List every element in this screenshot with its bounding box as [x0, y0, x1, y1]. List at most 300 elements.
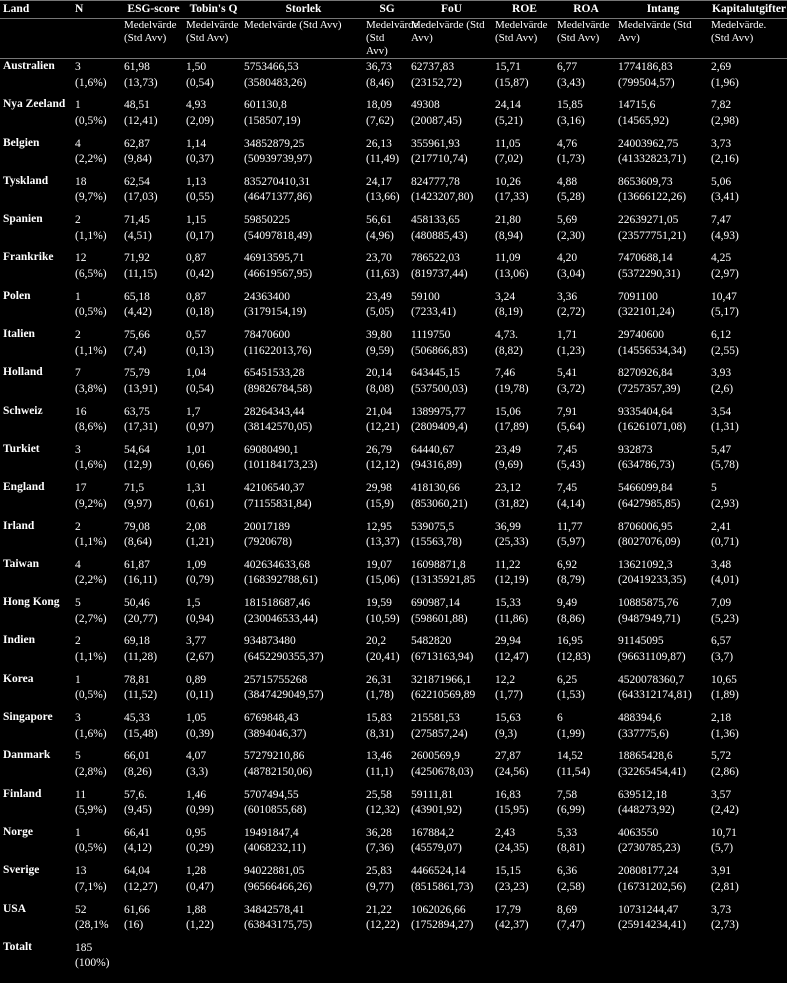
cell-std: (12,9) — [124, 459, 152, 472]
table-row — [0, 710, 787, 748]
cell-std: (0,11) — [186, 689, 214, 702]
data-cell — [121, 519, 183, 557]
cell-mean: 5707494,55 — [244, 788, 299, 801]
cell-std: (15,06) — [366, 574, 400, 587]
cell-std: (14556534,34) — [618, 344, 687, 357]
data-cell — [121, 97, 183, 135]
data-cell — [492, 97, 554, 135]
data-cell — [241, 442, 363, 480]
data-cell — [492, 59, 554, 98]
cell-mean: 36,73 — [366, 61, 392, 73]
cell-mean: 50,46 — [124, 597, 150, 610]
cell-mean: 7,45 — [557, 482, 578, 495]
cell-std: (1,21) — [186, 536, 214, 549]
cell-std: (6,99) — [557, 804, 585, 817]
country-cell: Frankrike — [3, 251, 54, 264]
cell-std: (3580483,26) — [244, 76, 307, 89]
data-cell — [408, 825, 492, 863]
data-cell — [121, 748, 183, 786]
data-cell — [241, 557, 363, 595]
cell-mean: 14,52 — [557, 750, 583, 763]
cell-mean: 1,50 — [186, 61, 207, 73]
data-cell — [241, 748, 363, 786]
cell-mean: 75,66 — [124, 329, 150, 342]
cell-std: (10,59) — [366, 612, 400, 625]
cell-std: (96631109,87) — [618, 650, 686, 663]
cell-std: (11,28) — [124, 650, 158, 663]
cell-mean: 1,7 — [186, 405, 201, 418]
cell-std: (5,7) — [711, 842, 734, 855]
cell-mean: 539075,5 — [411, 520, 455, 533]
data-cell — [615, 365, 708, 403]
data-cell — [492, 633, 554, 671]
data-cell — [615, 863, 708, 901]
cell-std: (4,51) — [124, 229, 152, 242]
cell-mean: 21,80 — [495, 214, 521, 227]
cell-std: (4,42) — [124, 306, 152, 319]
cell-std: (1,23) — [557, 344, 585, 357]
cell-mean: 66,01 — [124, 750, 150, 763]
cell-std: (9,7%) — [75, 191, 107, 204]
cell-std: (0,5%) — [75, 114, 107, 127]
data-cell — [72, 136, 121, 174]
data-cell — [121, 940, 183, 980]
table-row — [0, 902, 787, 940]
cell-mean: 6769848,43 — [244, 712, 299, 725]
cell-std: (1,99) — [557, 727, 585, 740]
cell-std: (100%) — [75, 957, 110, 970]
column-header-intang: Intang — [615, 1, 708, 19]
cell-std: (25,33) — [495, 536, 529, 549]
cell-mean: 2,43 — [495, 826, 516, 839]
cell-mean: 64,04 — [124, 865, 150, 878]
cell-std: (1423207,80) — [411, 191, 474, 204]
table-row — [0, 136, 787, 174]
data-cell — [554, 557, 615, 595]
cell-mean: 7,58 — [557, 788, 578, 801]
data-cell — [121, 557, 183, 595]
data-cell — [615, 940, 708, 980]
cell-mean: 5466099,84 — [618, 482, 673, 495]
cell-mean: 20017189 — [244, 520, 290, 533]
data-cell — [708, 289, 787, 327]
cell-std: (0,42) — [186, 267, 214, 280]
column-header-roe: ROE — [492, 1, 554, 19]
data-cell — [492, 672, 554, 710]
cell-mean: 36,28 — [366, 826, 392, 839]
subheader: Medelvärde (Std Avv) — [408, 19, 492, 59]
data-cell — [121, 633, 183, 671]
cell-mean: 1,31 — [186, 482, 207, 495]
cell-mean: 10731244,47 — [618, 903, 679, 916]
cell-mean: 4,07 — [186, 750, 207, 763]
data-cell — [554, 825, 615, 863]
cell-mean: 2 — [75, 329, 81, 342]
cell-std: (8,26) — [124, 765, 152, 778]
subheader: Medelvärde. (Std Avv) — [708, 19, 787, 59]
cell-mean: 26,79 — [366, 443, 392, 456]
cell-mean: 3 — [75, 61, 81, 73]
cell-mean: 56,61 — [366, 214, 392, 227]
cell-std: (24,56) — [495, 765, 529, 778]
cell-std: (63843175,75) — [244, 919, 313, 932]
cell-mean: 20,14 — [366, 367, 392, 380]
cell-std: (4068232,11) — [244, 842, 306, 855]
data-cell — [363, 174, 408, 212]
data-cell — [183, 250, 241, 288]
data-cell — [554, 442, 615, 480]
table-row — [0, 633, 787, 671]
cell-mean: 5,33 — [557, 826, 578, 839]
cell-std: (1,31) — [711, 421, 739, 434]
cell-mean: 1774186,83 — [618, 61, 673, 73]
data-cell — [183, 212, 241, 250]
data-cell — [183, 940, 241, 980]
cell-mean: 5 — [75, 597, 81, 610]
cell-mean: 4,73. — [495, 329, 518, 342]
cell-std: (2,6) — [711, 382, 734, 395]
cell-std: (9,69) — [495, 459, 523, 472]
country-cell: Turkiet — [3, 442, 40, 455]
cell-std: (3,04) — [557, 267, 585, 280]
cell-std: (0,55) — [186, 191, 214, 204]
cell-mean: 7,82 — [711, 99, 732, 112]
cell-std: (12,83) — [557, 650, 591, 663]
country-cell: Indien — [3, 634, 35, 647]
cell-std: (1,53) — [557, 689, 585, 702]
cell-std: (2,72) — [557, 306, 585, 319]
cell-mean: 5753466,53 — [244, 61, 299, 73]
table-row — [0, 557, 787, 595]
cell-std: (230046533,44) — [244, 612, 318, 625]
cell-std: (12,12) — [366, 459, 400, 472]
data-cell — [615, 327, 708, 365]
cell-mean: 71,92 — [124, 252, 150, 265]
cell-std: (5,17) — [711, 306, 739, 319]
data-cell — [708, 212, 787, 250]
cell-std: (7,4) — [124, 344, 147, 357]
cell-mean: 601130,8 — [244, 99, 287, 112]
data-cell — [492, 174, 554, 212]
cell-mean: 8706006,95 — [618, 520, 673, 533]
cell-std: (0,5%) — [75, 689, 107, 702]
data-cell — [708, 710, 787, 748]
data-cell — [241, 327, 363, 365]
data-cell — [363, 404, 408, 442]
cell-mean: 8270926,84 — [618, 367, 673, 380]
data-cell — [615, 97, 708, 135]
data-cell — [241, 174, 363, 212]
column-header-esg: ESG-score — [121, 1, 183, 19]
cell-std: (8,79) — [557, 574, 585, 587]
cell-std: (32265454,41) — [618, 765, 687, 778]
cell-std: (8027076,09) — [618, 536, 681, 549]
data-cell — [492, 327, 554, 365]
data-cell — [492, 480, 554, 518]
cell-std: (11,15) — [124, 267, 158, 280]
subheader — [0, 19, 72, 59]
cell-mean: 1,05 — [186, 712, 207, 725]
data-cell — [408, 672, 492, 710]
data-cell — [72, 940, 121, 980]
cell-mean: 3,57 — [711, 788, 732, 801]
cell-std: (0,54) — [186, 382, 214, 395]
data-cell — [615, 442, 708, 480]
cell-mean: 65,18 — [124, 290, 150, 303]
cell-mean: 5 — [711, 482, 717, 495]
country-cell: Spanien — [3, 213, 43, 226]
data-cell — [408, 480, 492, 518]
data-cell — [121, 595, 183, 633]
cell-mean: 19,59 — [366, 597, 392, 610]
cell-std: (0,79) — [186, 574, 214, 587]
country-cell: Tyskland — [3, 174, 49, 187]
cell-std: (17,89) — [495, 421, 529, 434]
cell-mean: 2600569,9 — [411, 750, 460, 763]
cell-mean: 59100 — [411, 290, 440, 303]
data-cell — [554, 97, 615, 135]
data-cell — [408, 863, 492, 901]
cell-std: (8515861,73) — [411, 880, 474, 893]
column-header-storlek: Storlek — [241, 1, 363, 19]
column-header-kapitalutgifter: Kapitalutgifter — [708, 1, 787, 19]
country-cell: Irland — [3, 519, 35, 532]
cell-std: (12,22) — [366, 919, 400, 932]
cell-mean: 0,89 — [186, 673, 207, 686]
cell-std: (598601,88) — [411, 612, 468, 625]
data-cell — [408, 557, 492, 595]
cell-mean: 13,46 — [366, 750, 392, 763]
cell-std: (9,59) — [366, 344, 394, 357]
data-cell — [492, 748, 554, 786]
data-cell — [492, 289, 554, 327]
data-cell — [72, 902, 121, 940]
cell-std: (6,5%) — [75, 267, 107, 280]
subheader: Medelvärde (Std Avv) — [492, 19, 554, 59]
cell-mean: 24363400 — [244, 290, 290, 303]
cell-mean: 4,88 — [557, 175, 578, 188]
cell-mean: 7,45 — [557, 443, 578, 456]
cell-mean: 25,83 — [366, 865, 392, 878]
cell-mean: 4520078360,7 — [618, 673, 685, 686]
cell-mean: 2 — [75, 635, 81, 648]
cell-std: (9,45) — [124, 804, 152, 817]
data-cell — [72, 710, 121, 748]
cell-std: (17,33) — [495, 191, 529, 204]
data-cell — [363, 59, 408, 98]
cell-mean: 824777,78 — [411, 175, 460, 188]
cell-std: (38142570,05) — [244, 421, 313, 434]
cell-mean: 23,49 — [495, 443, 521, 456]
data-cell — [121, 250, 183, 288]
cell-mean: 0,95 — [186, 826, 207, 839]
cell-mean: 1,13 — [186, 175, 207, 188]
cell-mean: 2 — [75, 214, 81, 227]
data-cell — [72, 748, 121, 786]
cell-mean: 10,26 — [495, 175, 521, 188]
data-cell — [121, 136, 183, 174]
data-cell — [363, 97, 408, 135]
cell-mean: 1062026,66 — [411, 903, 466, 916]
data-cell — [492, 365, 554, 403]
cell-mean: 9335404,64 — [618, 405, 673, 418]
data-cell — [72, 633, 121, 671]
cell-std: (2,16) — [711, 153, 739, 166]
data-cell — [554, 902, 615, 940]
cell-std: (15,9) — [366, 497, 394, 510]
data-cell — [708, 863, 787, 901]
cell-mean: 26,31 — [366, 673, 392, 686]
data-cell — [121, 365, 183, 403]
cell-mean: 4,25 — [711, 252, 732, 265]
cell-mean: 12 — [75, 252, 87, 265]
cell-mean: 488394,6 — [618, 712, 662, 725]
cell-mean: 6 — [557, 712, 563, 725]
country-cell: Totalt — [3, 940, 32, 953]
data-cell — [183, 174, 241, 212]
data-cell — [708, 672, 787, 710]
cell-std: (1,6%) — [75, 76, 107, 89]
data-cell — [183, 863, 241, 901]
data-cell — [241, 863, 363, 901]
cell-std: (1752894,27) — [411, 919, 474, 932]
data-cell — [708, 519, 787, 557]
data-cell — [615, 633, 708, 671]
data-cell — [554, 710, 615, 748]
cell-mean: 4 — [75, 558, 81, 571]
cell-std: (5,78) — [711, 459, 739, 472]
cell-std: (4,12) — [124, 842, 152, 855]
cell-mean: 10,65 — [711, 673, 737, 686]
cell-mean: 4466524,14 — [411, 865, 466, 878]
country-cell: Finland — [3, 787, 42, 800]
cell-std: (9,2%) — [75, 497, 107, 510]
cell-std: (11,54) — [557, 765, 591, 778]
cell-std: (14565,92) — [618, 114, 669, 127]
data-cell — [72, 174, 121, 212]
cell-mean: 16 — [75, 405, 87, 418]
cell-std: (2,7%) — [75, 612, 107, 625]
data-cell — [554, 787, 615, 825]
cell-std: (96566466,26) — [244, 880, 313, 893]
data-cell — [554, 480, 615, 518]
cell-mean: 9,49 — [557, 597, 578, 610]
data-cell — [121, 902, 183, 940]
cell-std: (0,47) — [186, 880, 214, 893]
table-row — [0, 97, 787, 135]
data-cell — [183, 825, 241, 863]
cell-mean: 4,20 — [557, 252, 578, 265]
cell-mean: 6,92 — [557, 558, 578, 571]
cell-std: (322101,24) — [618, 306, 675, 319]
country-cell: Sverige — [3, 864, 40, 877]
data-cell — [183, 710, 241, 748]
cell-mean: 1,88 — [186, 903, 207, 916]
cell-mean: 3,73 — [711, 903, 732, 916]
cell-std: (62210569,89 — [411, 689, 476, 702]
data-cell — [121, 787, 183, 825]
cell-std: (3,72) — [557, 382, 585, 395]
data-cell — [492, 557, 554, 595]
cell-mean: 20,2 — [366, 635, 387, 648]
data-cell — [121, 404, 183, 442]
data-cell — [121, 442, 183, 480]
cell-std: (337775,6) — [618, 727, 669, 740]
data-cell — [708, 825, 787, 863]
cell-mean: 64440,67 — [411, 443, 455, 456]
cell-std: (0,5%) — [75, 306, 107, 319]
data-cell — [183, 327, 241, 365]
cell-std: (7,02) — [495, 153, 523, 166]
cell-std: (2,30) — [557, 229, 585, 242]
cell-mean: 1 — [75, 673, 81, 686]
table-row — [0, 519, 787, 557]
cell-std: (8,19) — [495, 306, 523, 319]
data-cell — [183, 480, 241, 518]
cell-mean: 24,14 — [495, 99, 521, 112]
cell-mean: 3,54 — [711, 405, 732, 418]
cell-std: (13,66) — [366, 191, 400, 204]
data-cell — [72, 825, 121, 863]
cell-std: (3,43) — [557, 76, 585, 89]
cell-std: (158507,19) — [244, 114, 301, 127]
cell-mean: 11,09 — [495, 252, 521, 265]
cell-std: (11,63) — [366, 267, 400, 280]
data-cell — [708, 940, 787, 980]
subheader: Medelvärde (Std Avv) — [121, 19, 183, 59]
data-cell — [492, 825, 554, 863]
data-cell — [241, 902, 363, 940]
cell-mean: 23,70 — [366, 252, 392, 265]
cell-mean: 25,58 — [366, 788, 392, 801]
cell-mean: 15,33 — [495, 597, 521, 610]
country-cell: Singapore — [3, 711, 53, 724]
cell-mean: 1 — [75, 826, 81, 839]
cell-mean: 185 — [75, 941, 93, 954]
cell-std: (20419233,35) — [618, 574, 687, 587]
data-cell — [72, 212, 121, 250]
data-cell — [363, 748, 408, 786]
cell-std: (1,1%) — [75, 344, 107, 357]
data-cell — [183, 404, 241, 442]
cell-mean: 91145095 — [618, 635, 664, 648]
cell-mean: 8653609,73 — [618, 175, 673, 188]
cell-std: (4,14) — [557, 497, 585, 510]
data-cell — [363, 519, 408, 557]
data-cell — [615, 250, 708, 288]
cell-std: (3,3) — [186, 765, 209, 778]
cell-mean: 29,98 — [366, 482, 392, 495]
data-cell — [121, 710, 183, 748]
data-cell — [241, 940, 363, 980]
table-row — [0, 250, 787, 288]
data-cell — [72, 250, 121, 288]
data-cell — [492, 863, 554, 901]
cell-std: (5,05) — [366, 306, 394, 319]
data-cell — [241, 404, 363, 442]
cell-mean: 7 — [75, 367, 81, 380]
cell-mean: 54,64 — [124, 443, 150, 456]
data-cell — [363, 136, 408, 174]
data-cell — [408, 787, 492, 825]
cell-mean: 3,36 — [557, 290, 578, 303]
data-cell — [72, 404, 121, 442]
cell-std: (0,18) — [186, 306, 214, 319]
data-cell — [615, 825, 708, 863]
data-cell — [72, 327, 121, 365]
cell-std: (11,86) — [495, 612, 529, 625]
cell-mean: 57279210,86 — [244, 750, 305, 763]
